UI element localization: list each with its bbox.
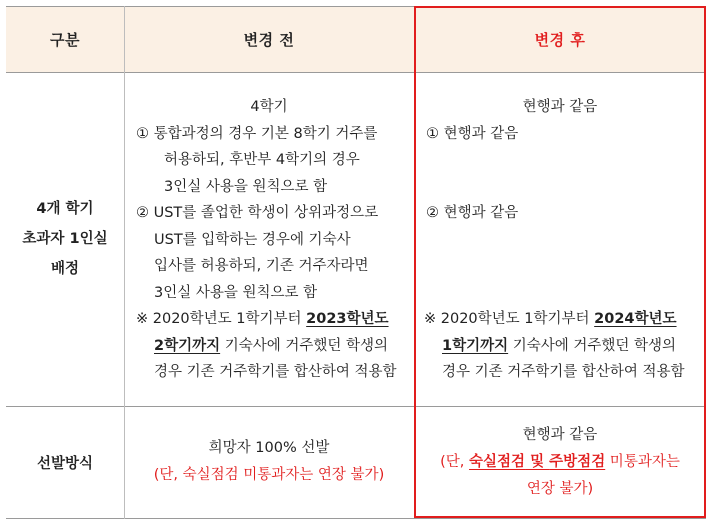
before-item2-line4: 3인실 사용을 원칙으로 함 [154,284,318,301]
before-item1-line3: 3인실 사용을 원칙으로 함 [164,178,328,195]
before-item1-line2: 허용하되, 후반부 4학기의 경우 [164,152,360,168]
before-item2-line2: UST를 입학하는 경우에 기숙사 [154,231,351,248]
table-bottom-border [6,518,706,519]
after-note-prefix: ※ 2020학년도 1학기부터 [424,311,595,327]
row-label-line: 4개 학기 [36,201,94,217]
row-label-4-semesters [6,72,124,406]
before-note-line3: 경우 기존 거주학기를 합산하여 적용함 [154,364,397,380]
after-note-line3: 경우 기존 거주학기를 합산하여 적용함 [442,364,685,380]
before-selection-line1: 희망자 100% 선발 [208,440,330,456]
after-selection-line3: 연장 불가) [526,480,594,497]
after-item2: ② 현행과 같음 [426,205,519,221]
after-selection-line1: 현행과 같음 [522,426,598,443]
before-note-line2 [124,333,414,360]
before-selection-line2: (단, 숙실점검 미통과자는 연장 불가) [153,467,385,483]
header-before: 변경 전 [243,30,295,49]
before-note-middle: 기숙사에 거주했던 학생의 [220,337,389,354]
before-item2-line1: ② UST를 졸업한 학생이 상위과정으로 [136,205,379,221]
before-note-highlight-year: 2023학년도 [306,311,389,327]
after-note-highlight-semester: 1학기까지 [442,337,509,354]
before-note-prefix: ※ 2020학년도 1학기부터 [136,311,307,327]
before-item2-line3: 입사를 허용하되, 기존 거주자라면 [154,258,369,274]
before-title: 4학기 [250,99,288,115]
after-selection-prefix: (단, [440,453,470,470]
before-item1-line1: ① 통합과정의 경우 기본 8학기 거주를 [136,125,378,142]
row2-before-content [124,406,414,518]
before-note-line1 [124,306,414,333]
after-item1: ① 현행과 같음 [426,125,519,142]
after-selection-kitchen-check: 주방점검 [549,453,606,470]
after-selection-suffix: 미통과자는 [605,453,680,470]
row-label-selection-method: 선발방식 [36,455,94,472]
row-label-line: 초과자 1인실 [22,231,108,247]
after-selection-and: 및 [525,453,550,470]
after-title: 현행과 같음 [522,99,598,115]
after-note-middle: 기숙사에 거주했던 학생의 [508,337,677,354]
after-note-highlight-year: 2024학년도 [594,311,677,327]
header-after: 변경 후 [534,30,586,49]
before-note-highlight-semester: 2학기까지 [154,337,221,354]
header-category: 구분 [50,30,80,49]
after-column-highlight-border [414,6,706,518]
row-label-line: 배정 [50,261,79,277]
after-selection-room-check: 숙실점검 [469,453,526,470]
comparison-table [6,6,706,520]
row1-before-content [124,94,414,386]
